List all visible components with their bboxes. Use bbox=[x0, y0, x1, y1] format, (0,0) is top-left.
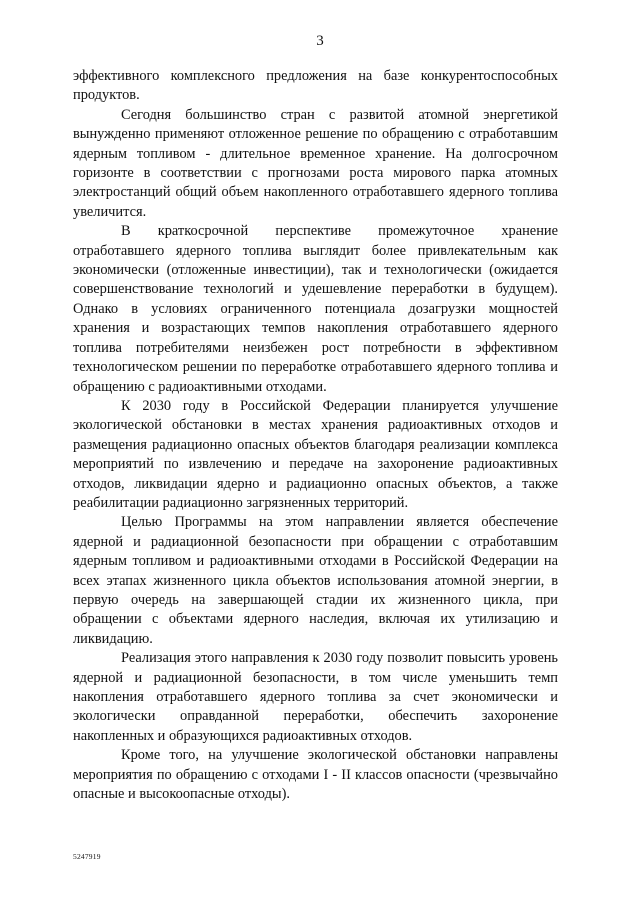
paragraph-interim-storage: В краткосрочной перспективе промежуточное хранение отработавшего ядерного топлива выглядит более привлекательным как экономически (отложенные инвестиции), так и технологически (ожидается совершенствование технологий и удешевление переработки в будущем). Однако в условиях ограниченного потенциала дозагрузки мощностей хранения и возрастающих темпов накопления отработавшего ядерного топлива потребителями неизбежен рост потребности в эффективном технологическом решении по переработке отработавшего ядерного топлива и обращению с радиоактивными отходами. bbox=[73, 223, 558, 395]
paragraph-implementation: Реализация этого направления к 2030 году позволит повысить уровень ядерной и радиационной безопасности, в том числе уменьшить темп накопления отработавшего ядерного топлива за счет экономически и экологически оправданной переработки, обеспечить захоронение накопленных и образующихся радиоактивных отходов. bbox=[73, 650, 558, 744]
paragraph-2030-plan: К 2030 году в Российской Федерации планируется улучшение экологической обстановки в местах хранения радиоактивных отходов и размещения радиационно опасных объектов благодаря реализации комплекса мероприятий по извлечению и передаче на захоронение радиоактивных отходов, ликвидации ядерно и радиационно опасных объектов, а также реабилитации радиационно загрязненных территорий. bbox=[73, 397, 558, 511]
paragraph-continuation: эффективного комплексного предложения на базе конкурентоспособных продуктов. bbox=[73, 68, 558, 104]
paragraph-program-goal: Целью Программы на этом направлении является обеспечение ядерной и радиационной безопасности при обращении с отработавшим ядерным топливом и радиоактивными отходами в Российской Федерации на всех этапах жизненного цикла объектов использования атомной энергии, в первую очередь на завершающей стадии их жизненного цикла, при обращении с объектами ядерного наследия, включая их утилизацию и ликвидацию. bbox=[73, 514, 558, 647]
document-code: 5247919 bbox=[73, 852, 101, 861]
paragraph-hazard-waste: Кроме того, на улучшение экологической обстановки направлены мероприятия по обращению с отходами I - II классов опасности (чрезвычайно опасные и высокоопасные отходы). bbox=[73, 747, 558, 803]
page-number: 3 bbox=[316, 33, 324, 49]
paragraph-deferred-solution: Сегодня большинство стран с развитой атомной энергетикой вынужденно применяют отложенное решение по обращению с отработавшим ядерным топливом - длительное временное хранение. На долгосрочном горизонте в соответствии с прогнозами роста мирового парка атомных электростанций общий объем накопленного отработавшего ядерного топлива увеличится. bbox=[73, 106, 558, 220]
document-body bbox=[73, 67, 558, 804]
